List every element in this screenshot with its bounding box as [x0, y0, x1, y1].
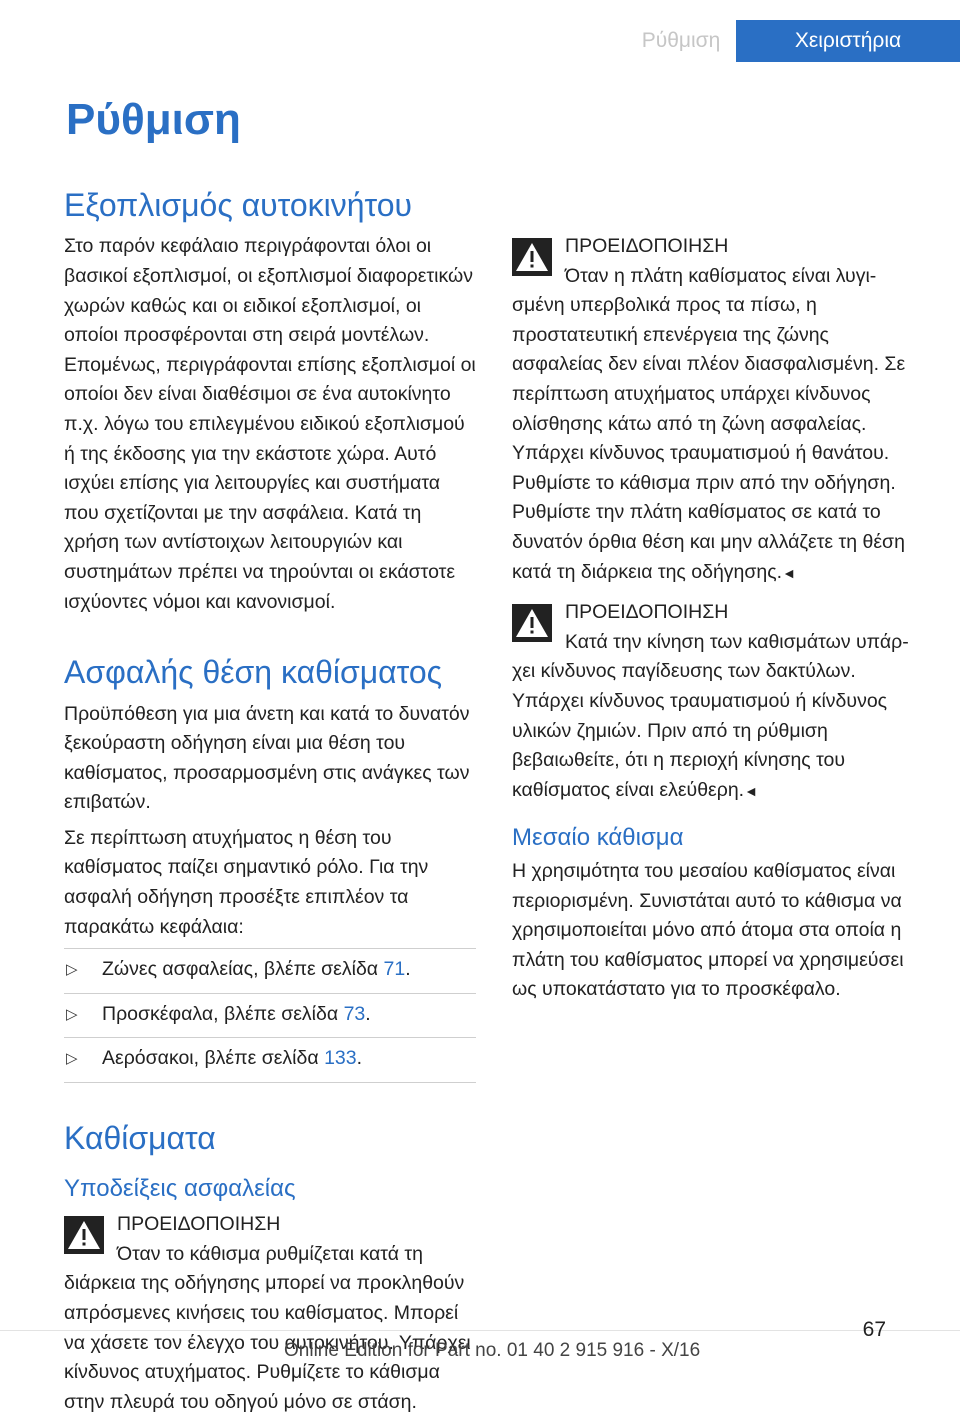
end-mark: ◄ [782, 564, 796, 581]
warning-text: διάρκεια της οδήγησης μπορεί να προκληθούν απρόσμενες κινήσεις του καθίσματος. Μπορεί να χάσετε τον έλεγχο του αυτοκινήτου. Υπάρχει κίνδυνος ατυχήματος. Ρυθμίζετε το κάθισμα στην πλευρά του οδηγού μόνο σε στάση. [64, 1272, 471, 1413]
equipment-heading: Εξοπλισμός αυτοκινήτου [64, 187, 413, 223]
warning-first-line: Όταν το κάθισμα ρυθμίζεται κατά τη [117, 1242, 423, 1265]
bullet-triangle-icon: ▷ [66, 1005, 78, 1023]
page-link-133[interactable]: 133 [324, 1047, 357, 1070]
warning-text: σμένη υπερβολικά προς τα πίσω, η προστατευτική επενέργεια της ζώνης ασφαλείας δεν είναι πλέον διασφαλισμένη. Σε περίπτωση ατυχήματος υπάρχει κίνδυνος ολίσθησης κάτω από τη ζώνη ασφαλείας. Υπάρχει κίνδυνος τραυματισμού ή θανάτου. Ρυθμίστε το κάθισμα πριν από την οδήγηση. Ρυθμίστε την πλάτη καθίσματος σε κατά το δυνατόν όρθια θέση και μην αλλάζετε τη θέση κατά τη διάρκεια της οδήγησης.◄ [512, 294, 906, 583]
safe-seat-paragraph-1: Προϋπόθεση για μια άνετη και κατά το δυνατόν ξεκούραστη οδήγηση είναι μια θέση του καθίσματος, προσαρμοσμένη στις ανάγκες των επιβατών. [64, 702, 470, 814]
page-link-71[interactable]: 71 [383, 958, 406, 981]
bullet-triangle-icon: ▷ [66, 961, 78, 979]
warning-text: χει κίνδυνος παγίδευσης των δακτύλων. Υπάρχει κίνδυνος τραυματισμού ή κίνδυνος υλικών ζημιών. Πριν από τη ρύθμιση βεβαιωθείτε, ότι η περιοχή κίνησης του καθίσματος είναι ελεύθερη.◄ [512, 660, 888, 801]
bullet-triangle-icon: ▷ [66, 1050, 78, 1068]
safety-notes-heading: Υποδείξεις ασφαλείας [64, 1175, 296, 1203]
safe-seat-heading: Ασφαλής θέση καθίσματος [64, 654, 443, 691]
left-column [64, 186, 476, 1427]
footer-divider [0, 1330, 960, 1331]
list-item: ▷ Ζώνες ασφαλείας, βλέπε σελίδα 71. [64, 949, 476, 994]
warning-icon [512, 238, 552, 276]
safe-seat-paragraph-2: Σε περίπτωση ατυχήματος η θέση του καθίσματος παίζει σημαντικό ρόλο. Για την ασφαλή οδήγηση προσέξτε επιπλέον τα παρακάτω κεφάλαια: [64, 826, 429, 938]
warning-block-2 [512, 232, 924, 588]
warning-block-1 [64, 1210, 476, 1417]
list-item: ▷ Αερόσακοι, βλέπε σελίδα 133. [64, 1038, 476, 1083]
reference-list [64, 948, 476, 1083]
warning-first-line: Όταν η πλάτη καθίσματος είναι λυγι- [565, 264, 877, 287]
footer-edition: Online Edition for Part no. 01 40 2 915 916 - X/16 [284, 1340, 701, 1361]
right-column [512, 226, 924, 1011]
middle-seat-body: Η χρησιμότητα του μεσαίου καθίσματος είναι περιορισμένη. Συνιστάται αυτό το κάθισμα να χρησιμοποιείται μόνο από άτομα στα οποία η πλάτη του καθίσματος μπορεί να χρησιμεύσει ως υποκατάστατο για το προσκέφαλο. [512, 860, 904, 1001]
equipment-body: Στο παρόν κεφάλαιο περιγράφονται όλοι οι βασικοί εξοπλισμοί, οι εξοπλισμοί διαφορετικών χωρών καθώς και οι ειδικοί εξοπλισμοί, οι οποίοι προσφέρονται στη σειρά μοντέλων. Επομένως, περιγράφονται επίσης εξοπλισμοί οι οποίοι δεν είναι διαθέσιμοι σε ένα αυτοκίνητο π.χ. λόγω του επιλεγμένου ειδικού εξοπλισμού ή της έκδοσης για την εκάστοτε χώρα. Αυτό ισχύει επίσης για λειτουργίες και συστήματα που σχετίζονται με την ασφάλεια. Κατά τη χρήση των αντίστοιχων λειτουργιών και συστημάτων πρέπει να τηρούνται οι εκάστοτε ισχύοντες νόμοι και κανονισμοί. [64, 235, 476, 613]
chapter-tab: Χειριστήρια [736, 20, 960, 62]
header-tabs [626, 20, 960, 62]
warning-block-3 [512, 598, 924, 806]
page-link-73[interactable]: 73 [343, 1002, 366, 1025]
warning-label: ΠΡΟΕΙΔΟΠΟΙΗΣΗ [117, 1213, 281, 1236]
page-title: Ρύθμιση [66, 95, 241, 144]
list-item: ▷ Προσκέφαλα, βλέπε σελίδα 73. [64, 994, 476, 1039]
warning-label: ΠΡΟΕΙΔΟΠΟΙΗΣΗ [565, 235, 729, 257]
middle-seat-heading: Μεσαίο κάθισμα [512, 824, 684, 852]
section-tab: Ρύθμιση [626, 20, 736, 62]
end-mark: ◄ [744, 782, 758, 799]
warning-icon [512, 604, 552, 642]
warning-label: ΠΡΟΕΙΔΟΠΟΙΗΣΗ [565, 601, 729, 624]
warning-first-line: Κατά την κίνηση των καθισμάτων υπάρ- [565, 630, 909, 653]
warning-icon [64, 1216, 104, 1254]
seats-heading: Καθίσματα [64, 1120, 216, 1157]
page-number: 67 [862, 1318, 886, 1341]
